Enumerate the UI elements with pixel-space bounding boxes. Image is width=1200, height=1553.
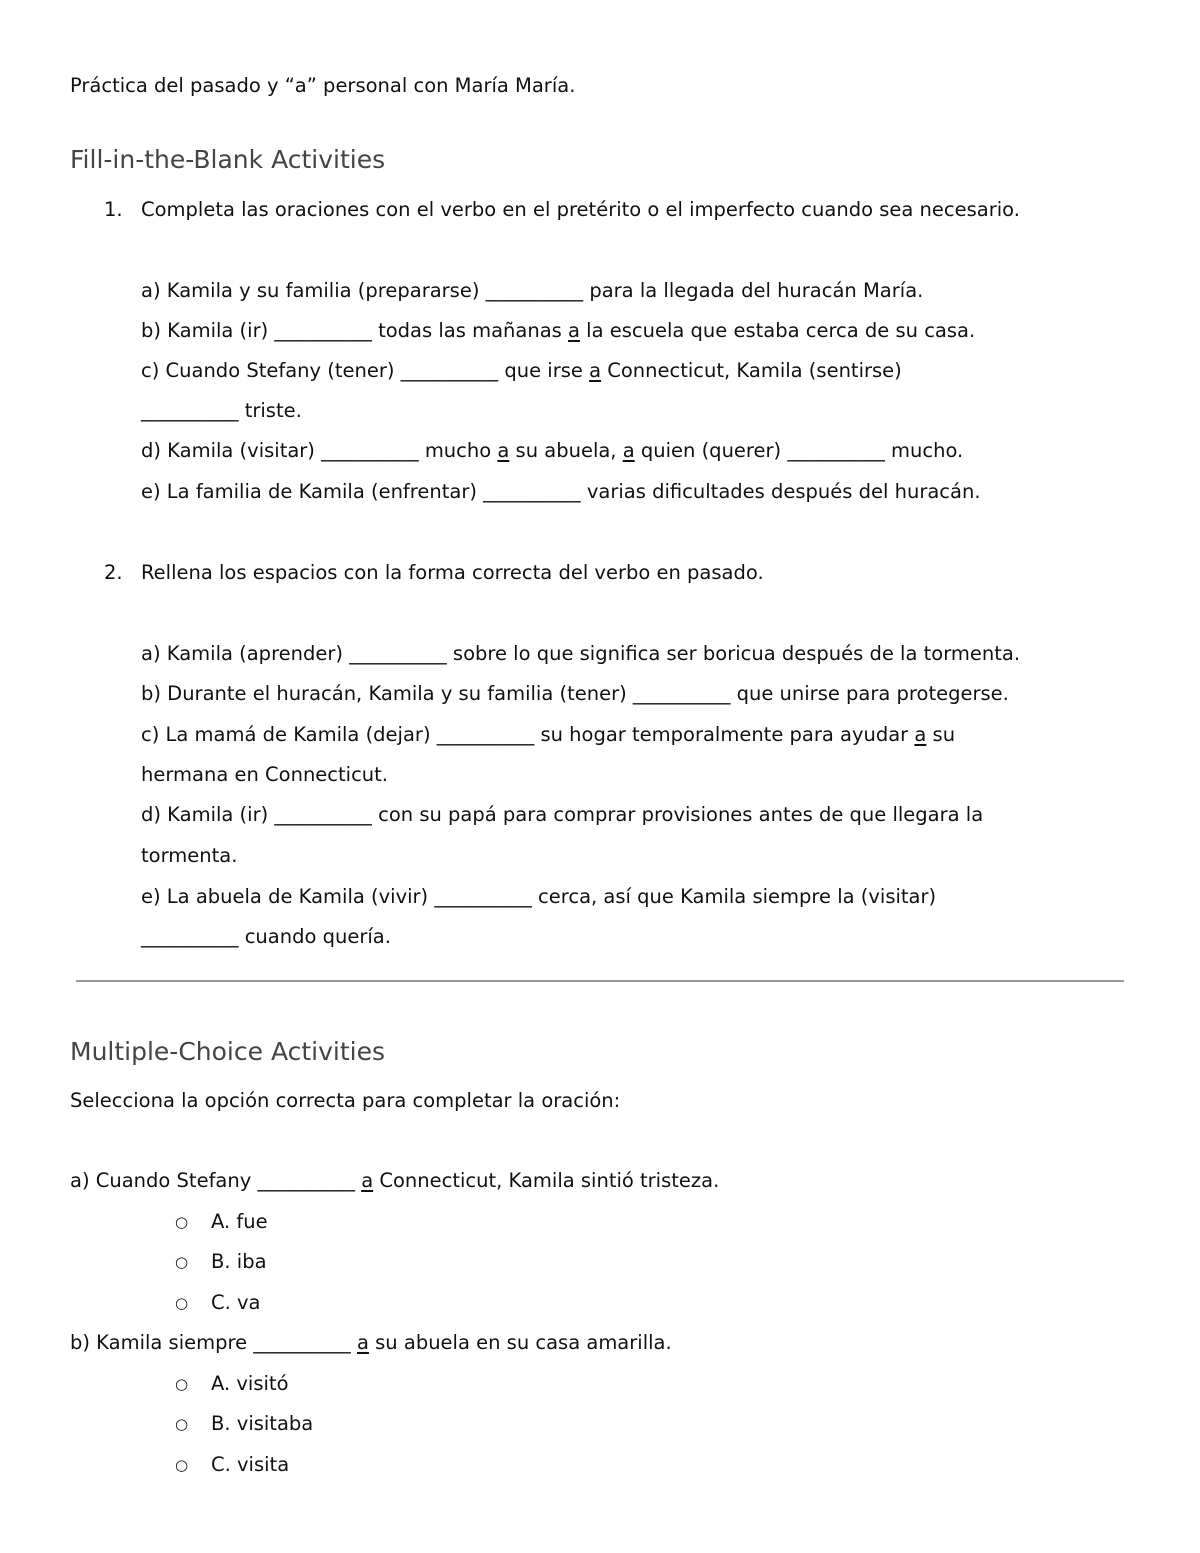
- mc-question-a-text-2: Connecticut, Kamila sintió tristeza.: [373, 1169, 720, 1192]
- mc-a-option-a[interactable]: A. fue: [211, 1210, 268, 1233]
- mc-question-b: [70, 1330, 672, 1356]
- q1-instruction: Completa las oraciones con el verbo en el pretérito o el imperfecto cuando sea necesario.: [141, 198, 1020, 221]
- circle-bullet-icon: ○: [175, 1415, 189, 1433]
- q2-item-e-continued: __________ cuando quería.: [141, 925, 391, 948]
- personal-a-marker: a: [622, 439, 635, 462]
- q1-item-b: [141, 318, 975, 344]
- q2-item-d: d) Kamila (ir) __________ con su papá para comprar provisiones antes de que llegara la: [141, 803, 984, 826]
- mc-a-option-b[interactable]: B. iba: [211, 1250, 267, 1273]
- q2-item-a: a) Kamila (aprender) __________ sobre lo que significa ser boricua después de la tormenta.: [141, 642, 1021, 665]
- q1-number: 1.: [104, 198, 123, 221]
- q1-item-d-text-3: quien (querer) __________ mucho.: [634, 439, 964, 462]
- q2-instruction: Rellena los espacios con la forma correcta del verbo en pasado.: [141, 561, 764, 584]
- mc-b-option-b[interactable]: B. visitaba: [211, 1412, 314, 1435]
- q1-item-d-text-2: su abuela,: [509, 439, 623, 462]
- q2-item-c-text-2: su: [926, 723, 956, 746]
- multiple-choice-heading: Multiple-Choice Activities: [70, 1037, 385, 1066]
- mc-question-b-text-2: su abuela en su casa amarilla.: [368, 1331, 672, 1354]
- intro-title: Práctica del pasado y “a” personal con María María.: [70, 74, 576, 97]
- q2-item-c-text-1: c) La mamá de Kamila (dejar) __________ su hogar temporalmente para ayudar: [141, 723, 915, 746]
- q2-item-c: [141, 722, 955, 748]
- q2-number: 2.: [104, 561, 123, 584]
- q2-item-c-continued: hermana en Connecticut.: [141, 763, 389, 786]
- q2-item-d-continued: tormenta.: [141, 844, 238, 867]
- fill-in-blank-heading: Fill-in-the-Blank Activities: [70, 145, 386, 174]
- personal-a-marker: a: [914, 723, 927, 746]
- q1-item-b-text-1: b) Kamila (ir) __________ todas las mañanas: [141, 319, 569, 342]
- personal-a-marker: a: [497, 439, 510, 462]
- mc-a-option-c[interactable]: C. va: [211, 1291, 261, 1314]
- personal-a-marker: a: [357, 1331, 369, 1354]
- personal-a-marker: a: [361, 1169, 374, 1192]
- q1-item-c: [141, 358, 902, 384]
- personal-a-marker: a: [568, 319, 580, 342]
- mc-question-b-text-1: b) Kamila siempre __________: [70, 1331, 357, 1354]
- q1-item-d: [141, 438, 963, 464]
- q1-item-d-text-1: d) Kamila (visitar) __________ mucho: [141, 439, 498, 462]
- q1-item-b-text-2: la escuela que estaba cerca de su casa.: [579, 319, 976, 342]
- circle-bullet-icon: ○: [175, 1213, 189, 1231]
- mc-b-option-a[interactable]: A. visitó: [211, 1372, 289, 1395]
- q2-item-b: b) Durante el huracán, Kamila y su familia (tener) __________ que unirse para protegerse.: [141, 682, 1009, 705]
- section-divider: [76, 980, 1124, 982]
- q1-item-a: [141, 278, 923, 304]
- circle-bullet-icon: ○: [175, 1375, 189, 1393]
- circle-bullet-icon: ○: [175, 1456, 189, 1474]
- q1-item-e: e) La familia de Kamila (enfrentar) __________ varias dificultades después del huracán.: [141, 480, 981, 503]
- mc-instruction: Selecciona la opción correcta para completar la oración:: [70, 1089, 621, 1112]
- circle-bullet-icon: ○: [175, 1294, 189, 1312]
- q1-item-c-text-1: c) Cuando Stefany (tener) __________ que irse: [141, 359, 590, 382]
- mc-b-option-c[interactable]: C. visita: [211, 1453, 290, 1476]
- mc-question-a: [70, 1168, 719, 1194]
- mc-question-a-text-1: a) Cuando Stefany __________: [70, 1169, 362, 1192]
- q2-item-e: e) La abuela de Kamila (vivir) __________ cerca, así que Kamila siempre la (visitar): [141, 885, 937, 908]
- q1-item-c-text-2: Connecticut, Kamila (sentirse): [601, 359, 902, 382]
- circle-bullet-icon: ○: [175, 1253, 189, 1271]
- q1-item-c-continued: __________ triste.: [141, 399, 302, 422]
- personal-a-marker: a: [589, 359, 602, 382]
- q1-item-a-text: a) Kamila y su familia (prepararse) __________ para la llegada del huracán María.: [141, 279, 924, 302]
